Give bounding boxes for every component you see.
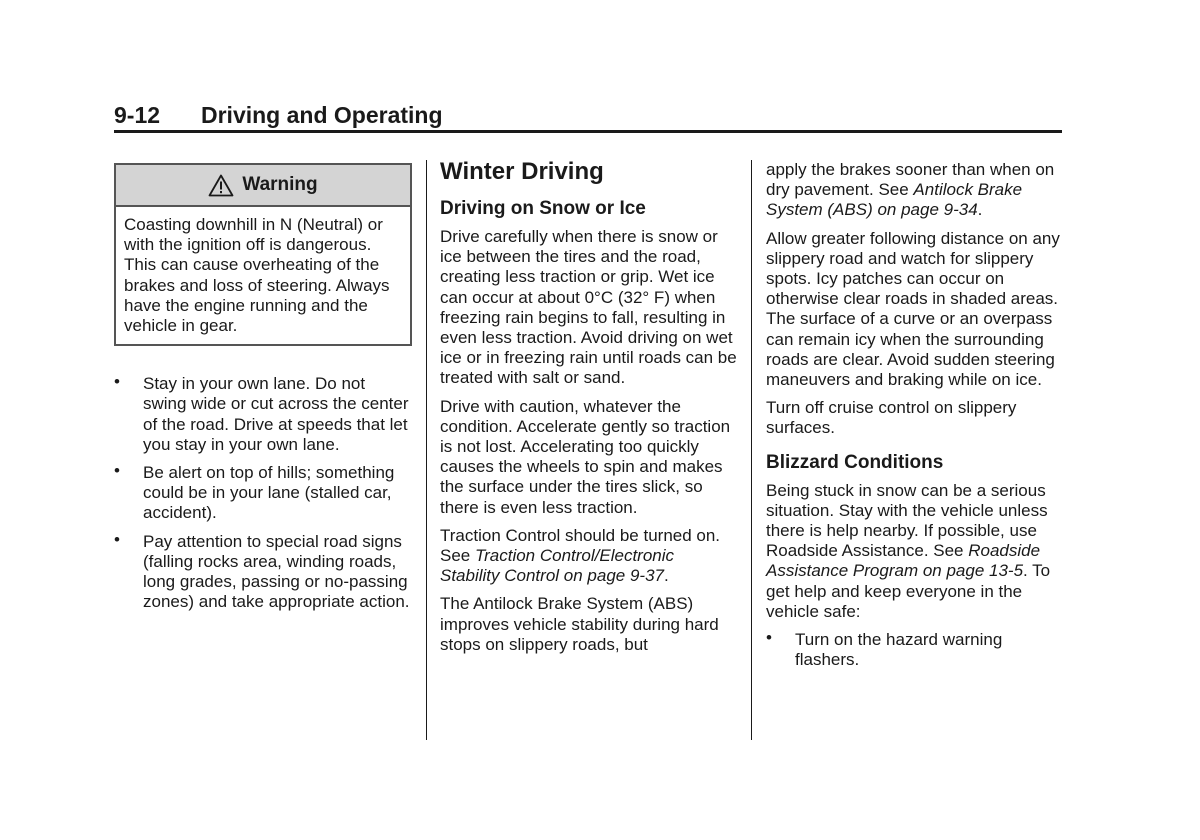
warning-title: Warning (242, 173, 318, 195)
paragraph-text: . To get help and keep everyone in the vehicle safe: (766, 561, 1051, 621)
column-1 (114, 160, 412, 620)
warning-box (114, 163, 412, 346)
list-item-text: Pay attention to special road signs (falling rocks area, winding roads, long grades, passing or no-passing zones) and take appropriate action. (143, 531, 410, 612)
paragraph: Drive with caution, whatever the condition. Accelerate gently so traction is not lost. Accelerating too quickly causes the wheels to spin and makes the surface under the tires slick, so there is even less traction. (440, 396, 731, 517)
list-item-text: Be alert on top of hills; something could be in your lane (stalled car, accident). (143, 463, 395, 523)
cross-reference-link[interactable]: Roadside Assistance Program on page 13‑5 (766, 541, 1041, 581)
list-item (766, 630, 1066, 670)
warning-triangle-icon (208, 174, 234, 197)
column-divider-2 (751, 160, 752, 740)
list-item (114, 463, 412, 524)
column-3 (766, 160, 1066, 678)
page-number: 9-12 (114, 102, 161, 128)
paragraph: Turn off cruise control on slippery surfaces. (766, 398, 1017, 438)
paragraph-text: . (977, 200, 983, 220)
paragraph (440, 526, 738, 587)
page-header (114, 100, 1062, 133)
paragraph: Allow greater following distance on any slippery road and watch for slippery spots. Icy patches can occur on otherwise clear roads in shaded areas. The surface of a curve or an overpass can remain icy when the surrounding roads are clear. Avoid sudden steering maneuvers and braking while on ice. (766, 228, 1060, 390)
warning-header (116, 165, 410, 207)
list-item (114, 529, 412, 613)
paragraph (766, 481, 1066, 622)
list-item (114, 374, 412, 455)
bullet-list-1 (114, 374, 412, 612)
paragraph-text: Being stuck in snow can be a serious situation. Stay with the vehicle unless there is help nearby. If possible, use Roadside Assistance. See (766, 480, 1048, 561)
paragraph: Drive carefully when there is snow or ice between the tires and the road, creating less traction or grip. Wet ice can occur at about 0°C (32° F) when freezing rain begins to fall, resulting in even less traction. Avoid driving on wet ice or in freezing rain until roads can be treated with salt or sand. (440, 227, 737, 388)
heading-winter-driving: Winter Driving (440, 158, 604, 185)
bullet-marker: • (114, 372, 120, 392)
section-title: Driving and Operating (201, 102, 443, 128)
bullet-marker: • (114, 529, 120, 549)
subheading-snow-ice: Driving on Snow or Ice (440, 198, 646, 219)
bullet-marker: • (766, 628, 772, 648)
cross-reference-link[interactable]: Traction Control/Electronic Stability Control on page 9‑37 (440, 546, 675, 586)
paragraph: The Antilock Brake System (ABS) improves vehicle stability during hard stops on slippery roads, but (440, 594, 719, 654)
paragraph (766, 160, 1066, 221)
bullet-list-3 (766, 630, 1066, 670)
bullet-marker: • (114, 461, 120, 481)
cross-reference-link[interactable]: Antilock Brake System (ABS) on page 9‑34 (766, 180, 1023, 220)
paragraph-text: . (663, 566, 669, 586)
subheading-blizzard: Blizzard Conditions (766, 451, 944, 473)
paragraph-text: Traction Control should be turned on. See (440, 525, 721, 566)
list-item-text: Stay in your own lane. Do not swing wide or cut across the center of the road. Drive at speeds that let you stay in your own lane. (143, 374, 409, 454)
column-divider-1 (426, 160, 427, 740)
warning-text: Coasting downhill in N (Neutral) or with the ignition off is dangerous. This can cause overheating of the brakes and loss of steering. Always have the engine running and the vehicle in gear. (124, 215, 390, 336)
list-item-text: Turn on the hazard warning flashers. (795, 630, 1003, 670)
column-2 (440, 158, 738, 663)
paragraph-text: apply the brakes sooner than when on dry pavement. See (766, 160, 1055, 200)
